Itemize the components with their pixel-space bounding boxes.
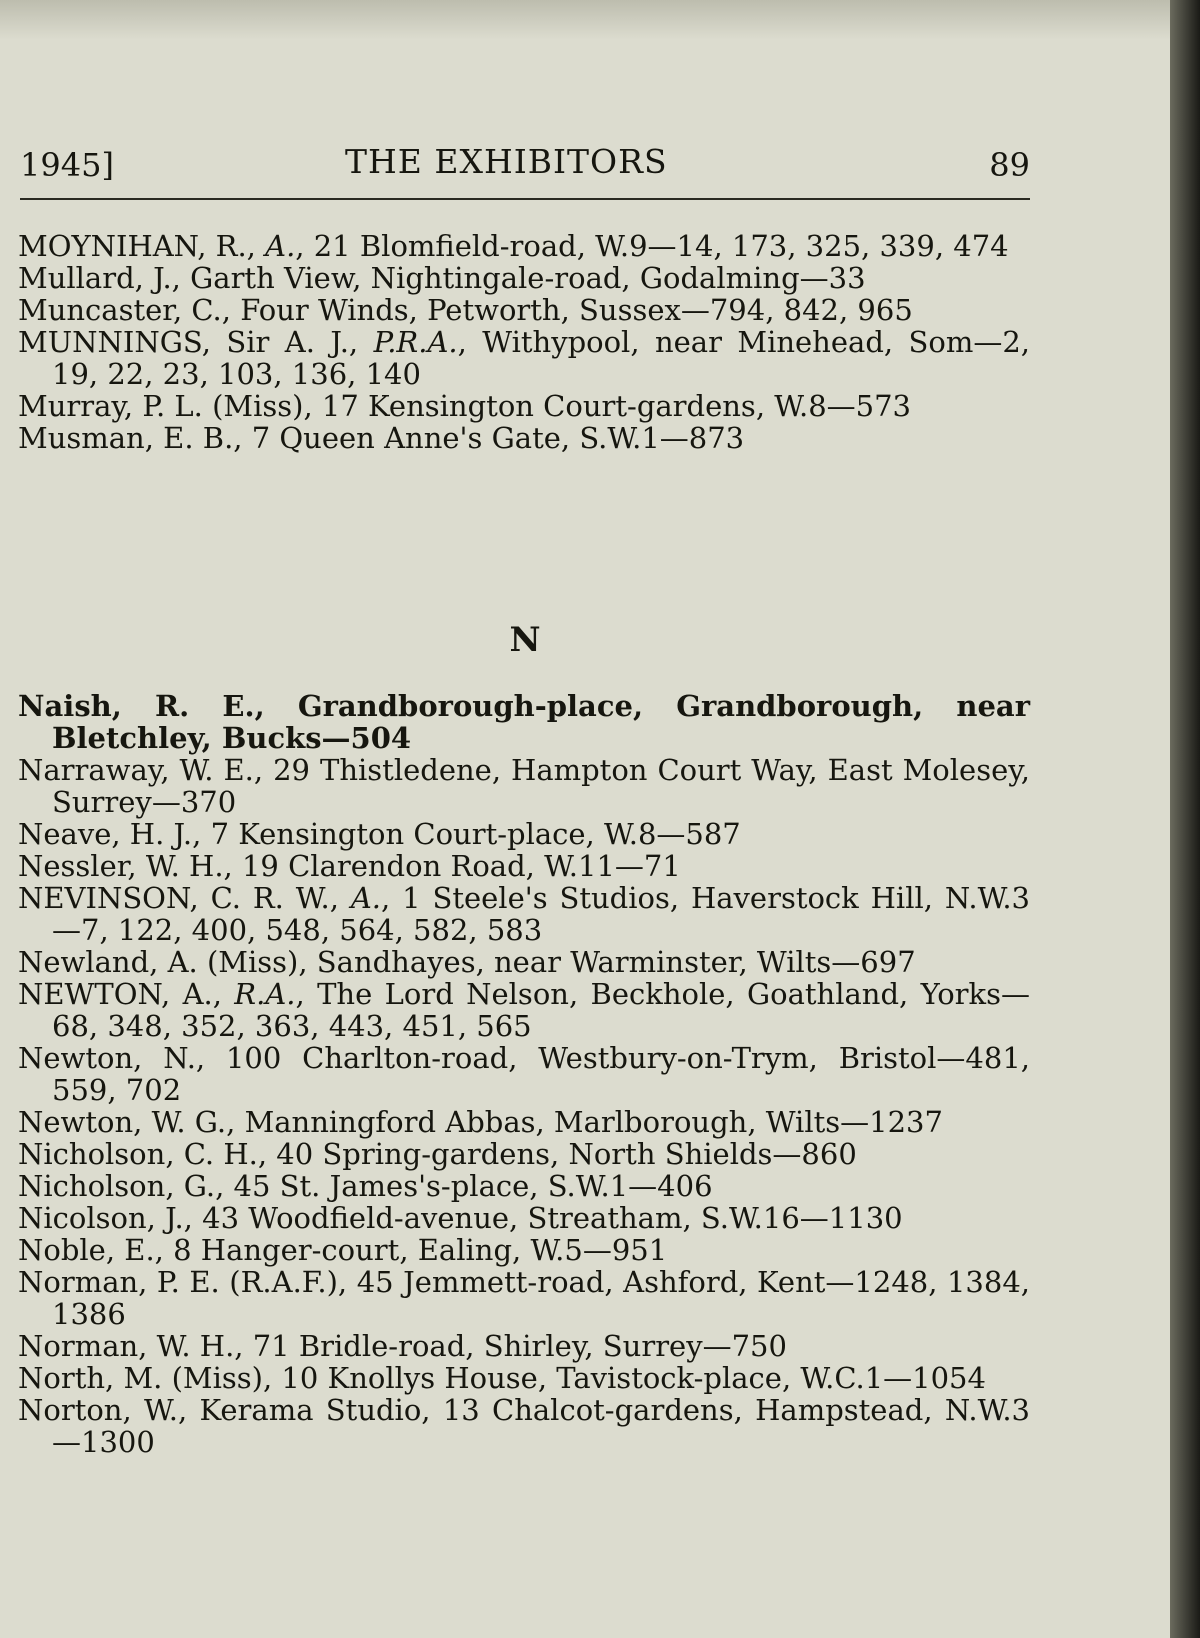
page-top-shadow [0,0,1170,40]
exhibitor-name: Musman, E. B., [18,421,252,455]
exhibitor-entry [18,1202,1030,1234]
exhibitor-address-works: 43 Woodfield-avenue, Streatham, S.W.16—1130 [202,1201,903,1235]
exhibitor-entry [18,1170,1030,1202]
exhibitor-address-works: Garth View, Nightingale-road, Godalming—33 [190,261,866,295]
exhibitor-entry [18,326,1030,390]
page-number: 89 [989,146,1030,184]
exhibitor-name: MUNNINGS, Sir A. J., [18,325,374,359]
exhibitor-name: Noble, E., [18,1233,174,1267]
exhibitor-address-works: 19 Clarendon Road, W.11—71 [241,849,681,883]
exhibitor-entry [18,754,1030,818]
header-year: 1945] [20,146,114,184]
exhibitor-list-n [18,690,1030,1458]
exhibitor-address-works: Kerama Studio, 13 Chalcot-gardens, Hampstead, N.W.3—1300 [52,1393,1030,1459]
exhibitor-address-works: 7 Kensington Court-place, W.8—587 [210,817,741,851]
exhibitor-name: Mullard, J., [18,261,191,295]
running-header [20,138,1030,190]
exhibitor-name: Muncaster, C., [18,293,241,327]
exhibitor-list-m [18,230,1030,454]
exhibitor-entry [18,850,1030,882]
exhibitor-name: Murray, P. L. (Miss), [18,389,322,423]
exhibitor-entry [18,262,1030,294]
exhibitor-name: Norman, P. E. (R.A.F.), [18,1265,357,1299]
exhibitor-entry [18,1330,1030,1362]
exhibitor-entry [18,294,1030,326]
exhibitor-address-works: , The Lord Nelson, Beckhole, Goathland, Yorks—68, 348, 352, 363, 443, 451, 565 [52,977,1030,1043]
exhibitor-entry [18,422,1030,454]
exhibitor-name: Newland, A. (Miss), [18,945,317,979]
exhibitor-entry [18,390,1030,422]
exhibitor-name: Norton, W., [18,1393,200,1427]
exhibitor-name: Naish, R. E., [18,689,298,723]
exhibitor-entry [18,978,1030,1042]
exhibitor-address-works: 71 Bridle-road, Shirley, Surrey—750 [252,1329,787,1363]
exhibitor-address-works: 45 St. James's-place, S.W.1—406 [233,1169,713,1203]
exhibitor-name: NEWTON, A., [18,977,235,1011]
exhibitor-address-works: 10 Knollys House, Tavistock-place, W.C.1—1054 [281,1361,986,1395]
exhibitor-entry [18,946,1030,978]
exhibitor-entry [18,230,1030,262]
exhibitor-entry [18,1138,1030,1170]
exhibitor-entry [18,1394,1030,1458]
exhibitor-address-works: 29 Thistledene, Hampton Court Way, East Molesey, Surrey—370 [52,753,1030,819]
exhibitor-address-works: 40 Spring-gardens, North Shields—860 [276,1137,857,1171]
exhibitor-address-works: 17 Kensington Court-gardens, W.8—573 [321,389,912,423]
exhibitor-address-works: , 21 Blomfield-road, W.9—14, 173, 325, 339, 474 [295,229,1009,263]
exhibitor-entry [18,1234,1030,1266]
exhibitor-name: Nicolson, J., [18,1201,203,1235]
exhibitor-qualification: A. [265,229,296,263]
exhibitor-name: Nessler, W. H., [18,849,242,883]
exhibitor-address-works: , Withypool, near Minehead, Som—2, 19, 22, 23, 103, 136, 140 [52,325,1031,391]
exhibitor-address-works: Manningford Abbas, Marlborough, Wilts—1237 [244,1105,943,1139]
exhibitor-address-works: Grandborough-place, Grandborough, near Bletchley, Bucks—504 [52,689,1030,755]
exhibitor-address-works: Four Winds, Petworth, Sussex—794, 842, 965 [240,293,913,327]
exhibitor-name: North, M. (Miss), [18,1361,282,1395]
page-title: THE EXHIBITORS [345,142,668,181]
exhibitor-name: Narraway, W. E., [18,753,274,787]
exhibitor-name: Norman, W. H., [18,1329,253,1363]
exhibitor-name: Newton, N., [18,1041,226,1075]
exhibitor-name: MOYNIHAN, R., [18,229,266,263]
exhibitor-entry [18,882,1030,946]
exhibitor-entry [18,1106,1030,1138]
exhibitor-entry [18,818,1030,850]
exhibitor-qualification: A. [350,881,382,915]
exhibitor-name: NEVINSON, C. R. W., [18,881,351,915]
exhibitor-entry [18,1266,1030,1330]
exhibitor-qualification: R.A. [234,977,296,1011]
exhibitor-entry [18,1362,1030,1394]
exhibitor-address-works: Sandhayes, near Warminster, Wilts—697 [316,945,916,979]
section-letter: N [509,620,541,660]
exhibitor-address-works: 45 Jemmett-road, Ashford, Kent—1248, 1384, 1386 [52,1265,1030,1331]
exhibitor-name: Neave, H. J., [18,817,211,851]
header-rule [20,198,1030,200]
exhibitor-entry [18,690,1030,754]
exhibitor-address-works: , 1 Steele's Studios, Haverstock Hill, N.W.3—7, 122, 400, 548, 564, 582, 583 [52,881,1030,947]
exhibitor-entry [18,1042,1030,1106]
exhibitor-qualification: P.R.A. [373,325,458,359]
exhibitor-name: Newton, W. G., [18,1105,245,1139]
exhibitor-address-works: 100 Charlton-road, Westbury-on-Trym, Bristol—481, 559, 702 [52,1041,1030,1107]
page-edge-shadow [1170,0,1200,1638]
exhibitor-name: Nicholson, G., [18,1169,234,1203]
exhibitor-name: Nicholson, C. H., [18,1137,277,1171]
exhibitor-address-works: 8 Hanger-court, Ealing, W.5—951 [173,1233,668,1267]
exhibitor-address-works: 7 Queen Anne's Gate, S.W.1—873 [251,421,745,455]
